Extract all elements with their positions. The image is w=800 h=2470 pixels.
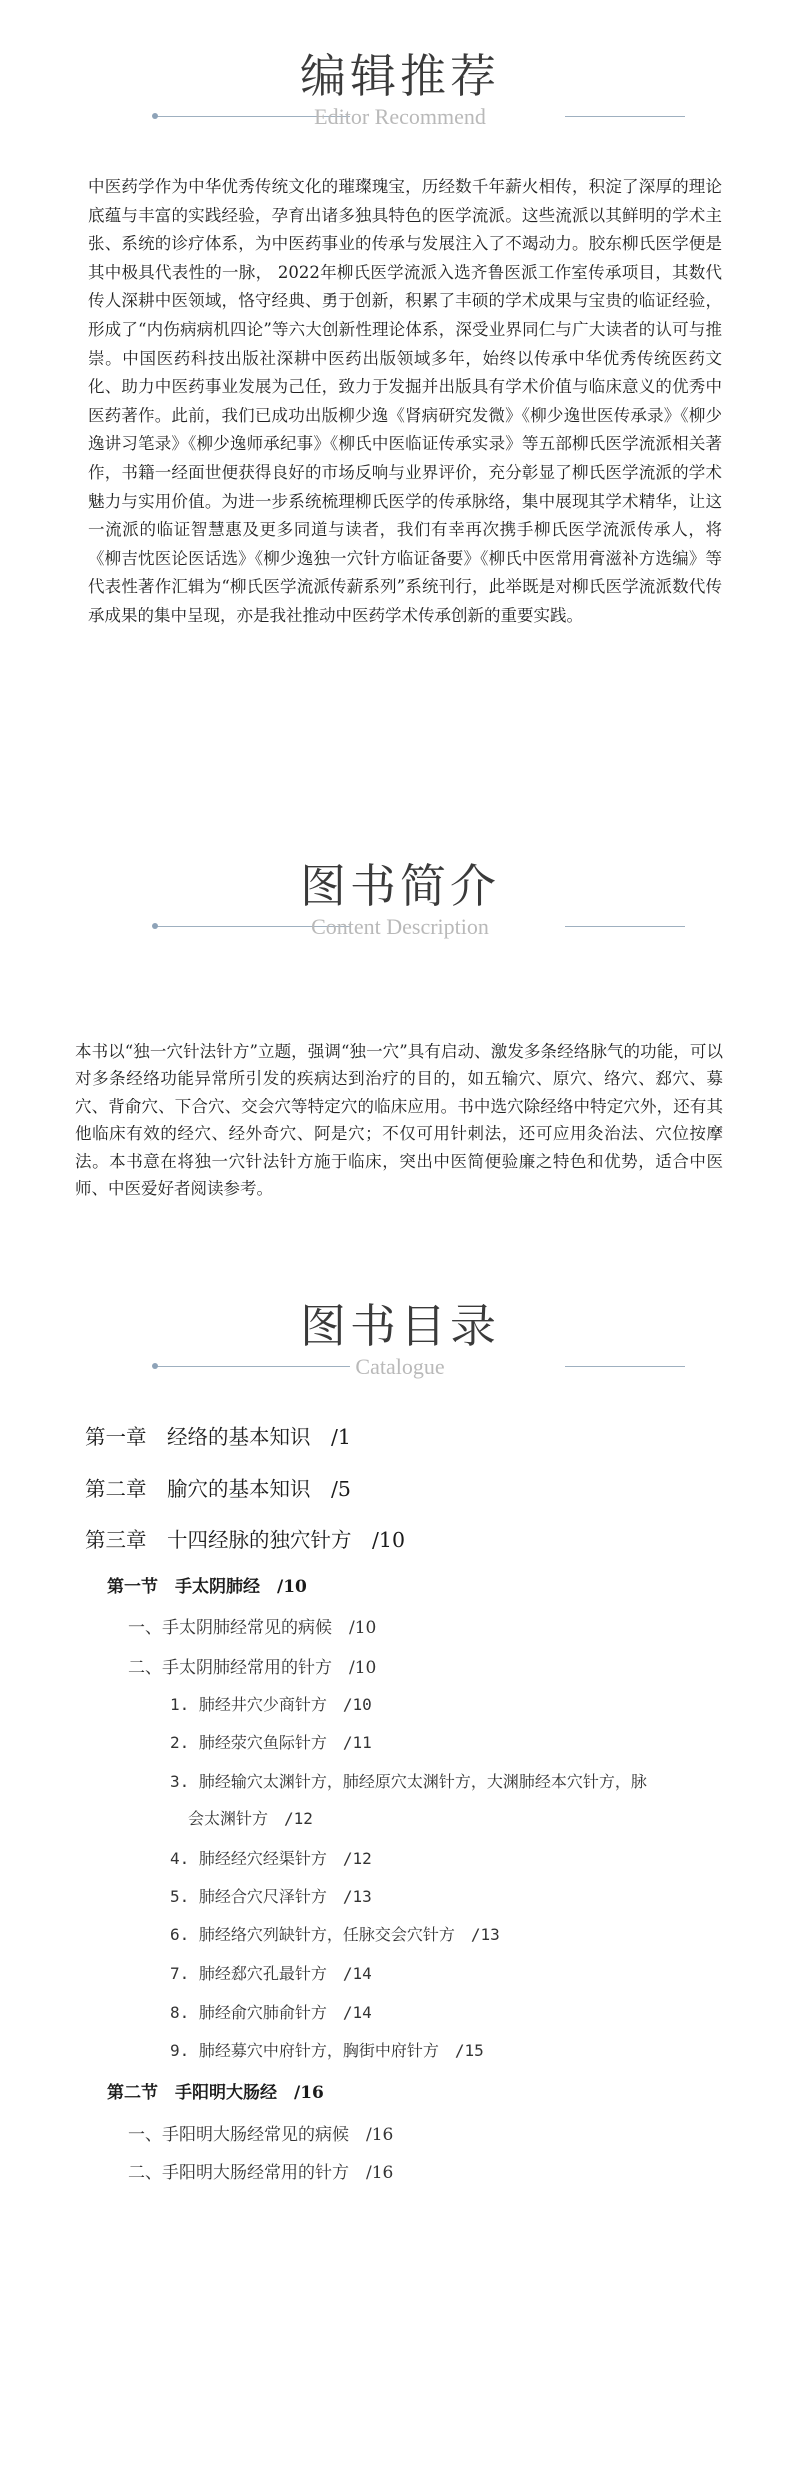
toc-subsection: 二、手阳明大肠经常用的针方 /16	[128, 2163, 394, 2183]
section-title: 编辑推荐	[300, 49, 500, 103]
toc-section: 第二节 手阳明大肠经 /16	[107, 2083, 324, 2103]
toc-subsection: 一、手太阴肺经常见的病候 /10	[128, 1618, 377, 1638]
editor-recommend-text: 中医药学作为中华优秀传统文化的璀璨瑰宝，历经数千年薪火相传，积淀了深厚的理论底蕴与丰富的实践经验，孕育出诸多独具特色的医学流派。这些流派以其鲜明的学术主张、系统的诊疗体系，为中医药事业的传承与发展注入了不竭动力。胶东柳氏医学便是其中极具代表性的一脉， 2022年柳氏医学流派入选齐鲁医派工作室传承项目，其数代传人深耕中医领域，恪守经典、勇于创新，积累了丰硕的学术成果与宝贵的临证经验，形成了“内伤病病机四论”等六大创新性理论体系，深受业界同仁与广大读者的认可与推崇。中国医药科技出版社深耕中医药出版领域多年，始终以传承中华优秀传统医药文化、助力中医药事业发展为己任，致力于发掘并出版具有学术价值与临床意义的优秀中医药著作。此前，我们已成功出版柳少逸《肾病研究发微》《柳少逸世医传承录》《柳少逸讲习笔录》《柳少逸师承纪事》《柳氏中医临证传承实录》等五部柳氏医学流派相关著作，书籍一经面世便获得良好的市场反响与业界评价，充分彰显了柳氏医学流派的学术魅力与实用价值。为进一步系统梳理柳氏医学的传承脉络，集中展现其学术精华，让这一流派的临证智慧惠及更多同道与读者，我们有幸再次携手柳氏医学流派传承人，将《柳吉忱医论医话选》《柳少逸独一穴针方临证备要》《柳氏中医常用膏滋补方选编》等代表性著作汇辑为“柳氏医学流派传薪系列”系统刊行，此举既是对柳氏医学流派数代传承成果的集中呈现，亦是我社推动中医药学术传承创新的重要实践。	[88, 177, 722, 625]
divider-line	[565, 116, 685, 117]
toc-chapter: 第三章 十四经脉的独穴针方 /10	[85, 1528, 405, 1552]
section-subtitle: Content Description	[311, 914, 489, 939]
catalogue-header	[0, 1290, 800, 1380]
section-title: 图书简介	[300, 859, 500, 913]
toc-item: 6. 肺经络穴列缺针方，任脉交会穴针方 /13	[170, 1925, 500, 1944]
toc-item: 4. 肺经经穴经渠针方 /12	[170, 1849, 372, 1868]
content-description-header	[0, 850, 800, 940]
toc-item: 2. 肺经荥穴鱼际针方 /11	[170, 1733, 372, 1752]
toc-chapter: 第一章 经络的基本知识 /1	[85, 1425, 351, 1449]
toc-subsection: 二、手太阴肺经常用的针方 /10	[128, 1658, 377, 1678]
toc-subsection: 一、手阳明大肠经常见的病候 /16	[128, 2125, 394, 2145]
section-subtitle: Editor Recommend	[314, 104, 486, 129]
toc-item: 8. 肺经俞穴肺俞针方 /14	[170, 2003, 372, 2022]
editor-recommend-header	[0, 40, 800, 130]
divider-line	[565, 1366, 685, 1367]
toc-item: 9. 肺经募穴中府针方，胸街中府针方 /15	[170, 2041, 484, 2060]
toc-item: 5. 肺经合穴尺泽针方 /13	[170, 1887, 372, 1906]
section-title: 图书目录	[300, 1299, 500, 1353]
content-description-text: 本书以“独一穴针法针方”立题，强调“独一穴”具有启动、激发多条经络脉气的功能，可以对多条经络功能异常所引发的疾病达到治疗的目的，如五输穴、原穴、络穴、郄穴、募穴、背俞穴、下合穴、交会穴等特定穴的临床应用。书中选穴除经络中特定穴外，还有其他临床有效的经穴、经外奇穴、阿是穴；不仅可用针刺法，还可应用灸治法、穴位按摩法。本书意在将独一穴针法针方施于临床，突出中医简便验廉之特色和优势，适合中医师、中医爱好者阅读参考。	[75, 1042, 723, 1199]
toc-chapter: 第二章 腧穴的基本知识 /5	[85, 1477, 351, 1501]
toc-item-continued: 会太渊针方 /12	[188, 1809, 313, 1828]
divider-line	[565, 926, 685, 927]
toc-item: 7. 肺经郄穴孔最针方 /14	[170, 1964, 372, 1983]
toc-item: 1. 肺经井穴少商针方 /10	[170, 1695, 372, 1714]
toc-section: 第一节 手太阴肺经 /10	[107, 1577, 307, 1597]
toc-item: 3. 肺经输穴太渊针方，肺经原穴太渊针方，大渊肺经本穴针方，脉	[170, 1772, 647, 1791]
section-subtitle: Catalogue	[355, 1354, 445, 1379]
